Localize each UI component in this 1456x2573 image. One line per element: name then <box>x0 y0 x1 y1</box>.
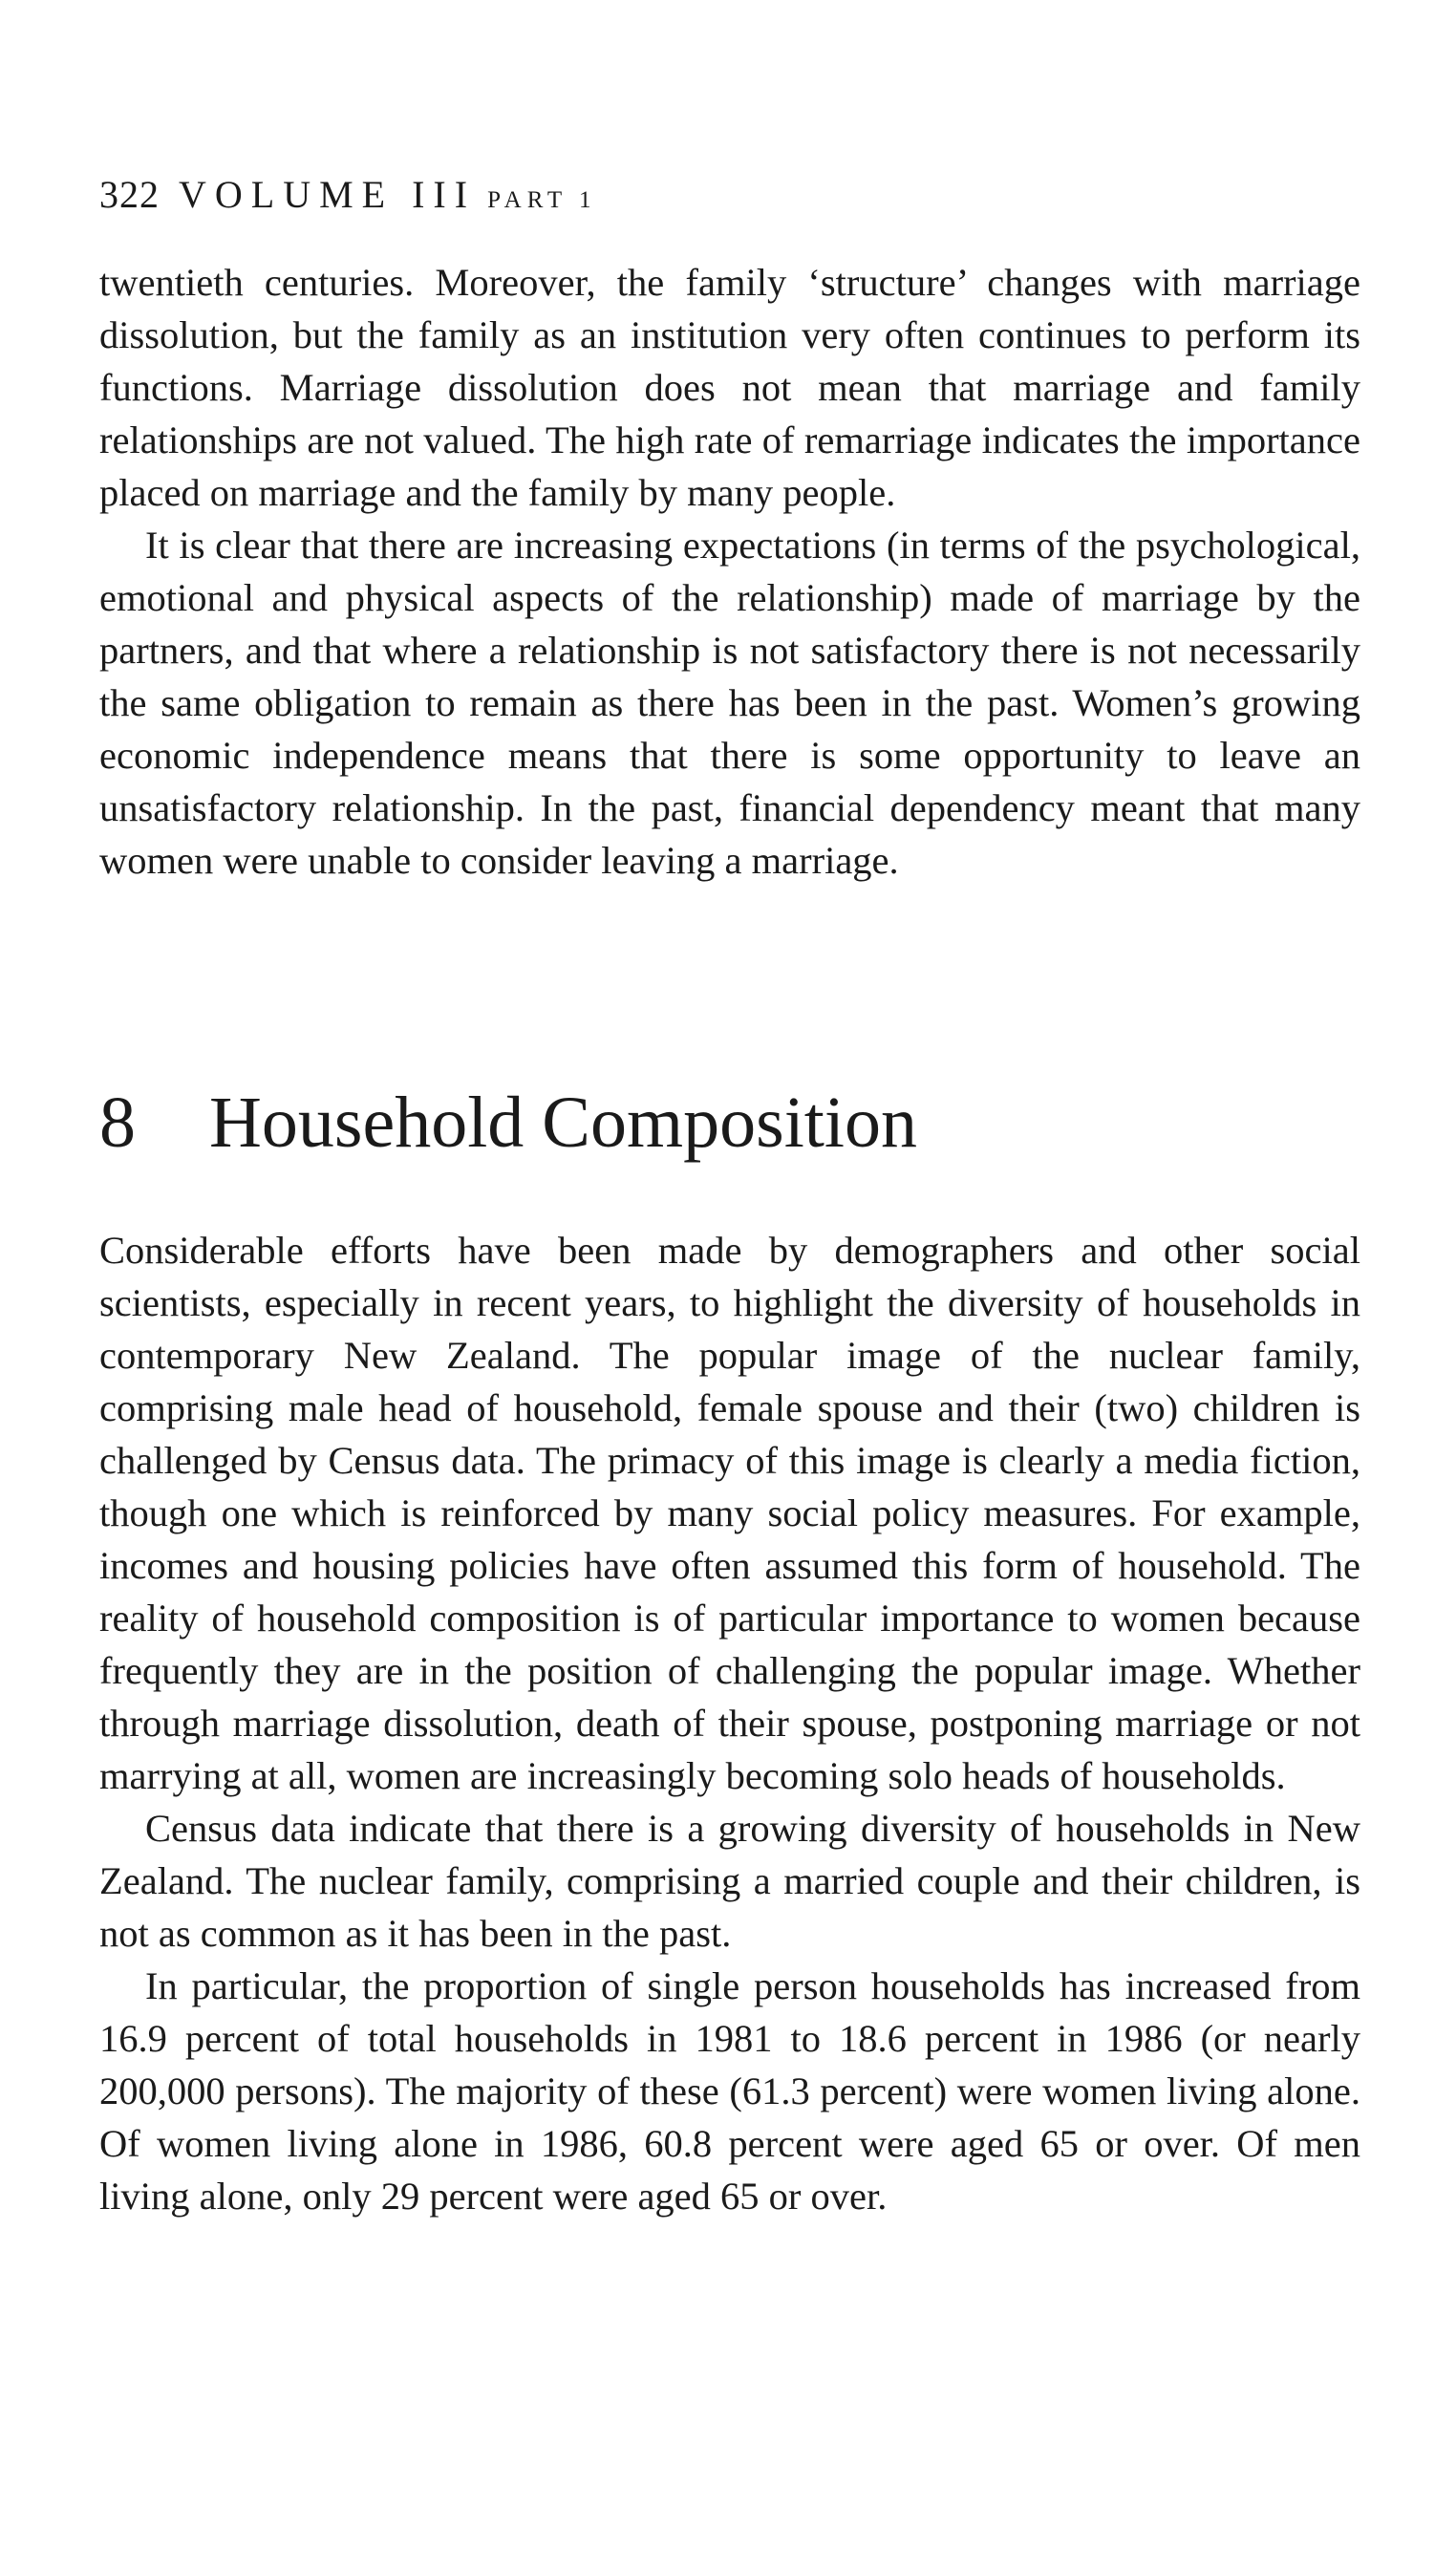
volume-label: VOLUME III <box>179 173 477 216</box>
paragraph: twentieth centuries. Moreover, the family ‘structure’ changes with marriage dissolution, but the family as an institution very often continues to perform its functions. Marriage dissolution does not mean that marriage and family relationships are not valued. The high rate of remarriage indicates the importance placed on marriage and the family by many people. <box>99 261 1360 514</box>
page-number: 322 <box>99 173 160 216</box>
part-label: PART 1 <box>487 187 597 213</box>
section-heading <box>99 1080 917 1166</box>
paragraph: In particular, the proportion of single person households has increased from 16.9 percent of total households in 1981 to 18.6 percent in 1986 (or nearly 200,000 persons). The majority of these (61.3 percent) were women living alone. Of women living alone in 1986, 60.8 percent were aged 65 or over. Of men living alone, only 29 percent were aged 65 or over. <box>99 1964 1360 2218</box>
section-title: Household Composition <box>209 1083 918 1163</box>
paragraph: Considerable efforts have been made by demographers and other social scientists, especially in recent years, to highlight the diversity of households in contemporary New Zealand. The popular image of the nuclear family, comprising male head of household, female spouse and their (two) children is challenged by Census data. The primacy of this image is clearly a media fiction, though one which is reinforced by many social policy measures. For example, incomes and housing policies have often assumed this form of household. The reality of household composition is of particular importance to women because frequently they are in the position of challenging the popular image. Whether through marriage dissolution, death of their spouse, postponing marriage or not marrying at all, women are increasingly becoming solo heads of households. <box>99 1229 1360 1797</box>
running-head <box>99 172 596 224</box>
paragraph: It is clear that there are increasing expectations (in terms of the psychological, emotional and physical aspects of the relationship) made of marriage by the partners, and that where a relationship is not satisfactory there is not necessarily the same obligation to remain as there has been in the past. Women’s growing economic independence means that there is some opportunity to leave an unsatisfactory relationship. In the past, financial dependency meant that many women were unable to consider leaving a marriage. <box>99 524 1360 882</box>
section-text-block <box>99 1224 1360 2222</box>
paragraph: Census data indicate that there is a growing diversity of households in New Zealand. The nuclear family, comprising a married couple and their children, is not as common as it has been in the past. <box>99 1807 1360 1955</box>
continued-text-block <box>99 256 1360 887</box>
section-number: 8 <box>99 1083 136 1163</box>
